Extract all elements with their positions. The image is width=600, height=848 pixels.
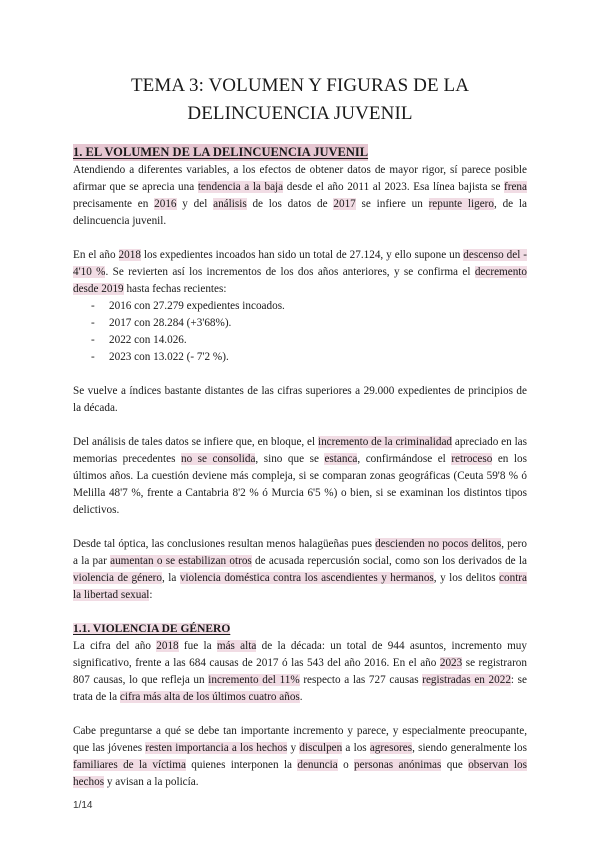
- highlight: resten importancia a los hechos: [145, 742, 288, 754]
- text-run: .: [299, 691, 303, 703]
- text-run: que: [441, 759, 469, 771]
- highlight: denuncia: [297, 759, 338, 771]
- highlight: violencia doméstica contra los ascendientes y hermanos: [179, 572, 434, 584]
- text-run: precisamente en: [73, 198, 155, 210]
- highlight: repunte ligero: [428, 198, 494, 210]
- text-run: , de la delincuencia juvenil.: [73, 198, 527, 227]
- paragraph-6: [73, 638, 527, 706]
- list-item: - 2017 con 28.284 (+3'68%).: [73, 315, 527, 332]
- highlight: análisis: [213, 198, 247, 210]
- highlight: decremento desde 2019: [73, 266, 527, 295]
- text-run: y avisan a la policía.: [104, 776, 199, 788]
- paragraph-5: [73, 536, 527, 604]
- text-run: desde el año 2011 al 2023. Esa línea bajista se: [283, 181, 505, 193]
- text-run: , siendo generalmente los: [412, 742, 527, 754]
- paragraph-1: [73, 162, 527, 230]
- title-line-1: TEMA 3: VOLUMEN Y FIGURAS DE LA: [130, 75, 470, 96]
- highlight: incremento de la criminalidad: [317, 436, 453, 448]
- text-run: y del: [176, 198, 214, 210]
- text-run: Desde tal óptica, las conclusiones resultan menos halagüeñas pues: [73, 538, 376, 550]
- text-run: Del análisis de tales datos se infiere que, en bloque, el: [73, 436, 318, 448]
- section-heading-1: 1. EL VOLUMEN DE LA DELINCUENCIA JUVENIL: [73, 145, 369, 159]
- highlight: contra la libertad sexual: [73, 572, 527, 601]
- highlight: 2018: [156, 640, 179, 652]
- title-line-2: DELINCUENCIA JUVENIL: [187, 103, 413, 124]
- text-run: de la década: un total de 944 asuntos, incremento muy significativo, frente a las 684 causas de 2017 ó las 543 del año 2016. En el año: [73, 640, 527, 669]
- highlight: más alta: [216, 640, 257, 652]
- highlight: retroceso: [451, 453, 493, 465]
- page-title: [60, 72, 540, 128]
- highlight: tendencia a la baja: [197, 181, 284, 193]
- text-run: . Se revierten así los incrementos de los dos años anteriores, y se confirma el: [105, 266, 475, 278]
- paragraph-2: [73, 247, 527, 298]
- text-run: se registraron 807 causas, lo que refleja un: [73, 657, 527, 686]
- text-run: , pero a la par: [73, 538, 527, 567]
- highlight: 2018: [118, 249, 141, 261]
- paragraph-7: [73, 723, 527, 791]
- text-run: , y los delitos: [433, 572, 500, 584]
- text-run: en los últimos años. La cuestión deviene más compleja, si se comparan zonas geográficas (Ceuta 59'8 % ó Melilla 48'7 %, frente a Cantabria 8'2 % ó Murcia 6'5 %) o bien, si se examinan los distintos tipos delictivos.: [73, 453, 527, 516]
- text-run: se infiere un: [355, 198, 429, 210]
- highlight: personas anónimas: [354, 759, 442, 771]
- highlight: estanca: [324, 453, 358, 465]
- highlight: no se consolida: [180, 453, 256, 465]
- highlight: violencia de género: [73, 572, 162, 584]
- text-run: de acusada repercusión social, como son los derivados de la: [251, 555, 527, 567]
- text-run: y: [287, 742, 300, 754]
- text-run: fue la: [178, 640, 217, 652]
- paragraph-4: [73, 434, 527, 519]
- highlight: incremento del 11%: [208, 674, 300, 686]
- text-run: La cifra del año: [73, 640, 157, 652]
- highlight: 2023: [439, 657, 463, 669]
- highlight: aumentan o se estabilizan otros: [110, 555, 252, 567]
- document-body: [73, 144, 527, 791]
- text-run: Cabe preguntarse a qué se debe tan importante incremento y parece, y especialmente preocupante, que las jóvenes: [73, 725, 527, 754]
- highlight: frena: [504, 181, 527, 193]
- text-run: respecto a las 727 causas: [299, 674, 423, 686]
- text-run: :: [149, 589, 153, 601]
- highlight: descenso del - 4'10 %: [73, 249, 528, 278]
- list-item: - 2023 con 13.022 (- 7'2 %).: [73, 349, 527, 366]
- expedientes-list: [73, 298, 527, 366]
- text-run: los expedientes incoados han sido un total de 27.124, y ello supone un: [140, 249, 464, 261]
- text-run: o: [337, 759, 355, 771]
- text-run: , la: [161, 572, 180, 584]
- section-heading-1-1: [73, 621, 230, 638]
- text-run: apreciado en las memorias precedentes: [73, 436, 528, 465]
- text-run: Atendiendo a diferentes variables, a los efectos de obtener datos de mayor rigor, sí parece posible afirmar que se aprecia una: [73, 164, 527, 193]
- highlight: disculpen: [299, 742, 343, 754]
- text-run: En el año: [73, 249, 119, 261]
- text-run: de los datos de: [246, 198, 334, 210]
- highlight: descienden no pocos delitos: [375, 538, 502, 550]
- highlight: agresores: [369, 742, 413, 754]
- text-run: hasta fechas recientes:: [123, 283, 227, 295]
- highlight: 2017: [333, 198, 356, 210]
- highlight: registradas en 2022: [422, 674, 511, 686]
- text-run: , confirmándose el: [357, 453, 452, 465]
- page-number: 1/14: [73, 800, 93, 811]
- heading-text: 1.1. VIOLENCIA DE GÉNERO: [73, 623, 231, 635]
- text-run: a los: [342, 742, 370, 754]
- highlight: observan los hechos: [73, 759, 527, 788]
- list-item: - 2016 con 27.279 expedientes incoados.: [73, 298, 527, 315]
- paragraph-3: Se vuelve a índices bastante distantes de las cifras superiores a 29.000 expedientes de principios de la década.: [73, 385, 527, 414]
- highlight: familiares de la víctima: [73, 759, 186, 771]
- highlight: cifra más alta de los últimos cuatro años: [119, 691, 300, 703]
- text-run: , sino que se: [255, 453, 325, 465]
- text-run: quienes interponen la: [185, 759, 298, 771]
- highlight: 2016: [154, 198, 177, 210]
- list-item: - 2022 con 14.026.: [73, 332, 527, 349]
- text-run: : se trata de la: [73, 674, 527, 703]
